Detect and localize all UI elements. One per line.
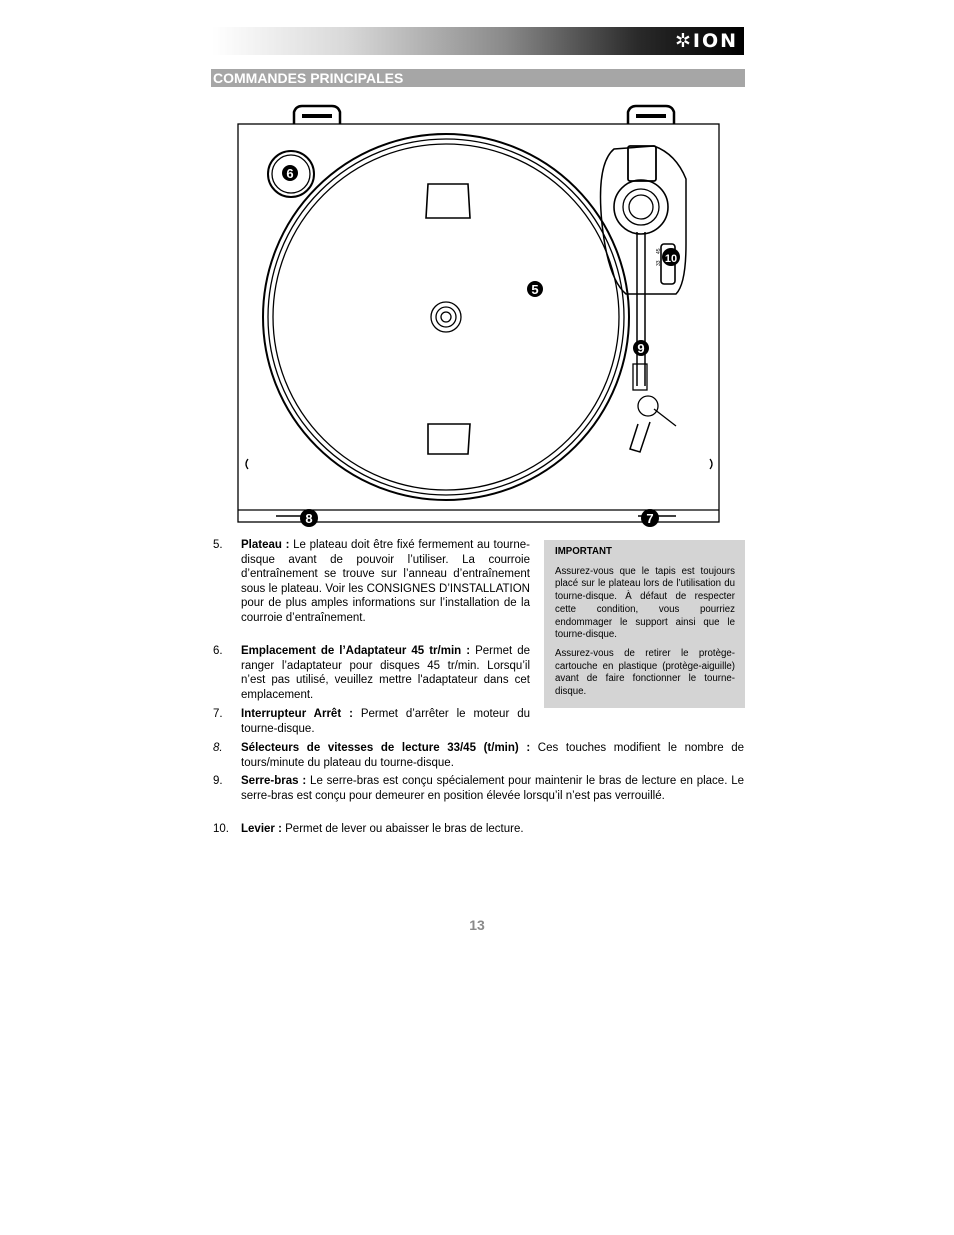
- item-text: Ces touches modifient le nombre de tours/minute du plateau du tourne-disque.: [241, 742, 744, 769]
- list-item-plateau: [213, 538, 530, 638]
- important-notice: [544, 540, 745, 708]
- speed-label-33: 33: [656, 260, 662, 266]
- item-label: Emplacement de l’Adaptateur 45 tr/min :: [241, 645, 471, 657]
- item-text: Le serre-bras est conçu spécialement pour maintenir le bras de lecture en place. Le serre-bras est conçu pour demeurer en position élevée lorsqu’il n’est pas verrouillé.: [241, 775, 745, 802]
- callout-5: 5: [531, 282, 539, 297]
- header-gradient-bar: [212, 27, 744, 55]
- speed-label-45: 45: [656, 248, 662, 254]
- section-title: COMMANDES PRINCIPALES: [211, 69, 745, 87]
- item-number: 9.: [213, 775, 223, 787]
- list-item-interrupteur: [213, 707, 530, 737]
- item-label: Serre-bras :: [241, 775, 307, 787]
- item-number: 10.: [213, 823, 229, 835]
- item-label: Sélecteurs de vitesses de lecture 33/45 (t/min) :: [241, 742, 531, 754]
- item-text: Permet de ranger l’adaptateur pour disques 45 tr/min. Lorsqu’il n’est pas utilisé, veuillez mettre l'adaptateur dans cet emplacement.: [241, 645, 530, 701]
- callout-6: 6: [286, 166, 294, 181]
- important-paragraph: Assurez-vous de retirer le protège-cartouche en plastique (protège-aiguille) avant de faire fonctionner le tourne-disque.: [555, 647, 735, 698]
- item-number: 8.: [213, 742, 223, 754]
- list-item-serre-bras: [213, 774, 744, 819]
- item-number: 7.: [213, 708, 223, 720]
- item-text: Permet d’arrêter le moteur du tourne-disque.: [241, 708, 530, 735]
- callout-7: 7: [646, 511, 654, 526]
- turntable-diagram: [236, 104, 722, 530]
- item-body: [241, 644, 530, 702]
- ion-logo: ✲ION: [674, 30, 738, 52]
- important-title: IMPORTANT: [555, 546, 612, 557]
- list-item-adaptateur: [213, 644, 530, 702]
- callout-9: 9: [637, 341, 645, 356]
- item-number: 6.: [213, 645, 223, 657]
- item-label: Interrupteur Arrêt :: [241, 708, 353, 720]
- item-text: Le plateau doit être fixé fermement au tourne-disque avant de pouvoir l’utiliser. La courroie d’entraînement se trouve sur l’anneau d’entraînement sous le plateau. Voir les CONSIGNES D’INSTALLATION pour de plus amples informations sur l’installation de la courroie d’entraînement.: [241, 539, 530, 624]
- item-body: [241, 707, 530, 736]
- item-text: Permet de lever ou abaisser le bras de lecture.: [285, 823, 524, 835]
- item-body: [241, 741, 744, 770]
- item-label: Levier :: [241, 823, 282, 835]
- important-paragraph: Assurez-vous que le tapis est toujours placé sur le plateau lors de l’utilisation du tourne-disque. À défaut de respecter cette condition, vous pourriez endommager le support ainsi que le tourne-disque.: [555, 565, 735, 641]
- item-body: [241, 538, 530, 625]
- callout-10: 10: [664, 253, 678, 265]
- item-body: [241, 822, 744, 837]
- page-number: 13: [469, 917, 485, 933]
- list-item-selecteurs: [213, 741, 744, 771]
- list-item-levier: [213, 822, 744, 838]
- item-label: Plateau :: [241, 539, 290, 551]
- item-body: [241, 774, 744, 803]
- callout-8: 8: [305, 511, 313, 526]
- item-number: 5.: [213, 539, 223, 551]
